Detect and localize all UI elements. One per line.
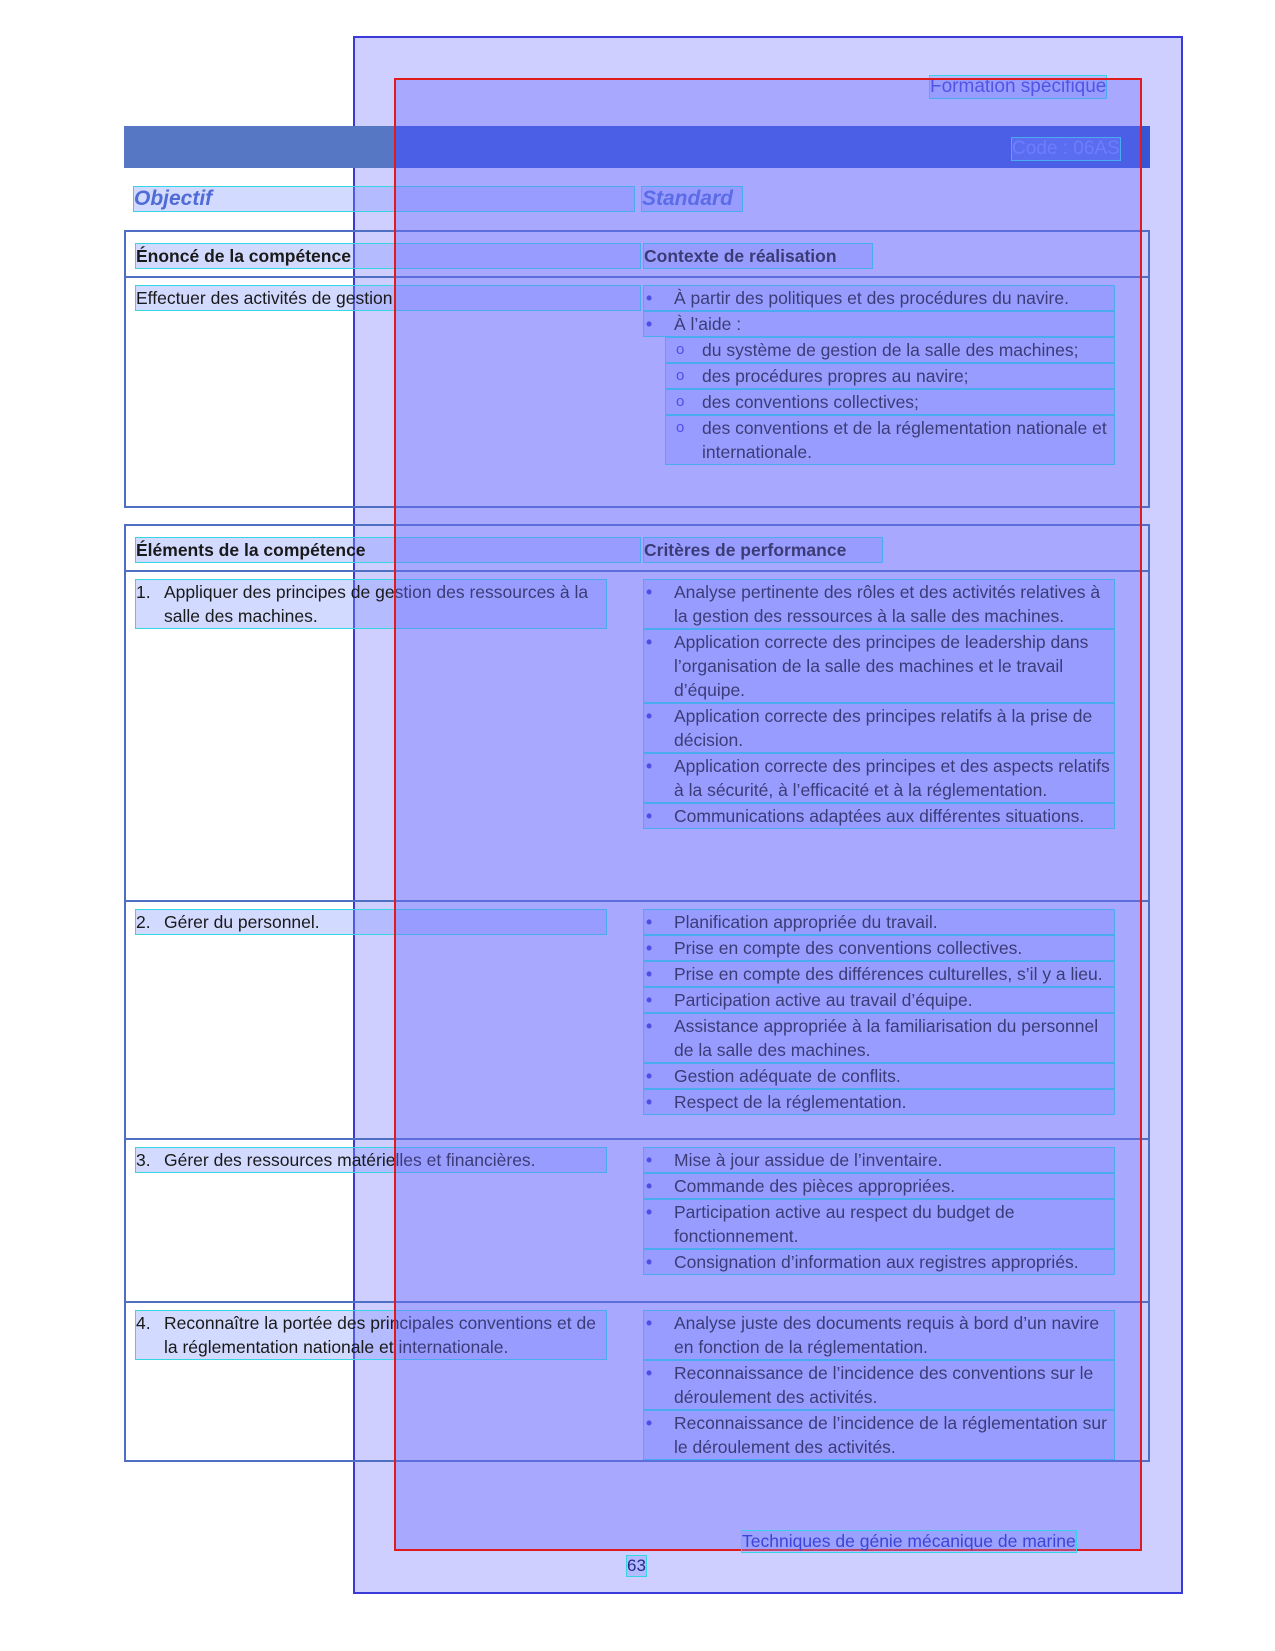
criteria-item: • Prise en compte des différences culturelles, s’il y a lieu. <box>644 962 1114 986</box>
criteria-item: • Application correcte des principes relatifs à la prise de décision. <box>644 704 1114 752</box>
program-code: Code : 06AS <box>1012 138 1120 159</box>
element-text: Gérer des ressources matérielles et financières. <box>136 1148 606 1172</box>
criteria-item: • Assistance appropriée à la familiarisation du personnel de la salle des machines. <box>644 1014 1114 1062</box>
element-text: Appliquer des principes de gestion des ressources à la salle des machines. <box>136 580 606 628</box>
criteria-item: • Consignation d’information aux registres appropriés. <box>644 1250 1114 1274</box>
criteria-item: • Analyse juste des documents requis à bord d’un navire en fonction de la réglementation. <box>644 1311 1114 1359</box>
criteria-item: • Prise en compte des conventions collectives. <box>644 936 1114 960</box>
criteria-item: • Gestion adéquate de conflits. <box>644 1064 1114 1088</box>
context-subitem: o des conventions et de la réglementation nationale et internationale. <box>666 416 1114 464</box>
element-number: 1. <box>136 582 151 602</box>
footer-program: Techniques de génie mécanique de marine <box>742 1531 1076 1551</box>
context-item: • À partir des politiques et des procédures du navire. <box>644 286 1114 310</box>
criteria-item: • Planification appropriée du travail. <box>644 910 1114 934</box>
overlay-inner-rect <box>394 78 1142 1551</box>
elements-header: Éléments de la compétence <box>136 538 640 562</box>
context-subitem: o des procédures propres au navire; <box>666 364 1114 388</box>
page-number: 63 <box>627 1556 646 1575</box>
criteria-item: • Application correcte des principes de leadership dans l’organisation de la salle des machines et le travail d’équipe. <box>644 630 1114 702</box>
context-item: • À l’aide : <box>644 312 1114 336</box>
objective-title: Objectif <box>134 187 634 211</box>
criteria-item: • Mise à jour assidue de l’inventaire. <box>644 1148 1114 1172</box>
header-section: Formation spécifique <box>930 76 1107 97</box>
element-number: 2. <box>136 912 151 932</box>
criteria-item: • Reconnaissance de l’incidence de la réglementation sur le déroulement des activités. <box>644 1411 1114 1459</box>
criteria-item: • Analyse pertinente des rôles et des activités relatives à la gestion des ressources à la salle des machines. <box>644 580 1114 628</box>
competence-statement: Effectuer des activités de gestion. <box>136 286 640 310</box>
criteria-item: • Communications adaptées aux différentes situations. <box>644 804 1114 828</box>
element-number: 4. <box>136 1313 151 1333</box>
standard-title: Standard <box>642 187 742 211</box>
element-number: 3. <box>136 1150 151 1170</box>
context-header: Contexte de réalisation <box>644 244 872 268</box>
context-subitem: o des conventions collectives; <box>666 390 1114 414</box>
context-subitem: o du système de gestion de la salle des machines; <box>666 338 1114 362</box>
criteria-item: • Reconnaissance de l’incidence des conventions sur le déroulement des activités. <box>644 1361 1114 1409</box>
criteria-item: • Participation active au travail d’équipe. <box>644 988 1114 1012</box>
criteria-item: • Application correcte des principes et des aspects relatifs à la sécurité, à l’efficacité et à la réglementation. <box>644 754 1114 802</box>
criteria-item: • Respect de la réglementation. <box>644 1090 1114 1114</box>
criteria-item: • Commande des pièces appropriées. <box>644 1174 1114 1198</box>
element-text: Reconnaître la portée des principales conventions et de la réglementation nationale et internationale. <box>136 1311 606 1359</box>
element-text: Gérer du personnel. <box>136 910 606 934</box>
criteria-item: • Participation active au respect du budget de fonctionnement. <box>644 1200 1114 1248</box>
competence-header: Énoncé de la compétence <box>136 244 640 268</box>
criteria-header: Critères de performance <box>644 538 882 562</box>
